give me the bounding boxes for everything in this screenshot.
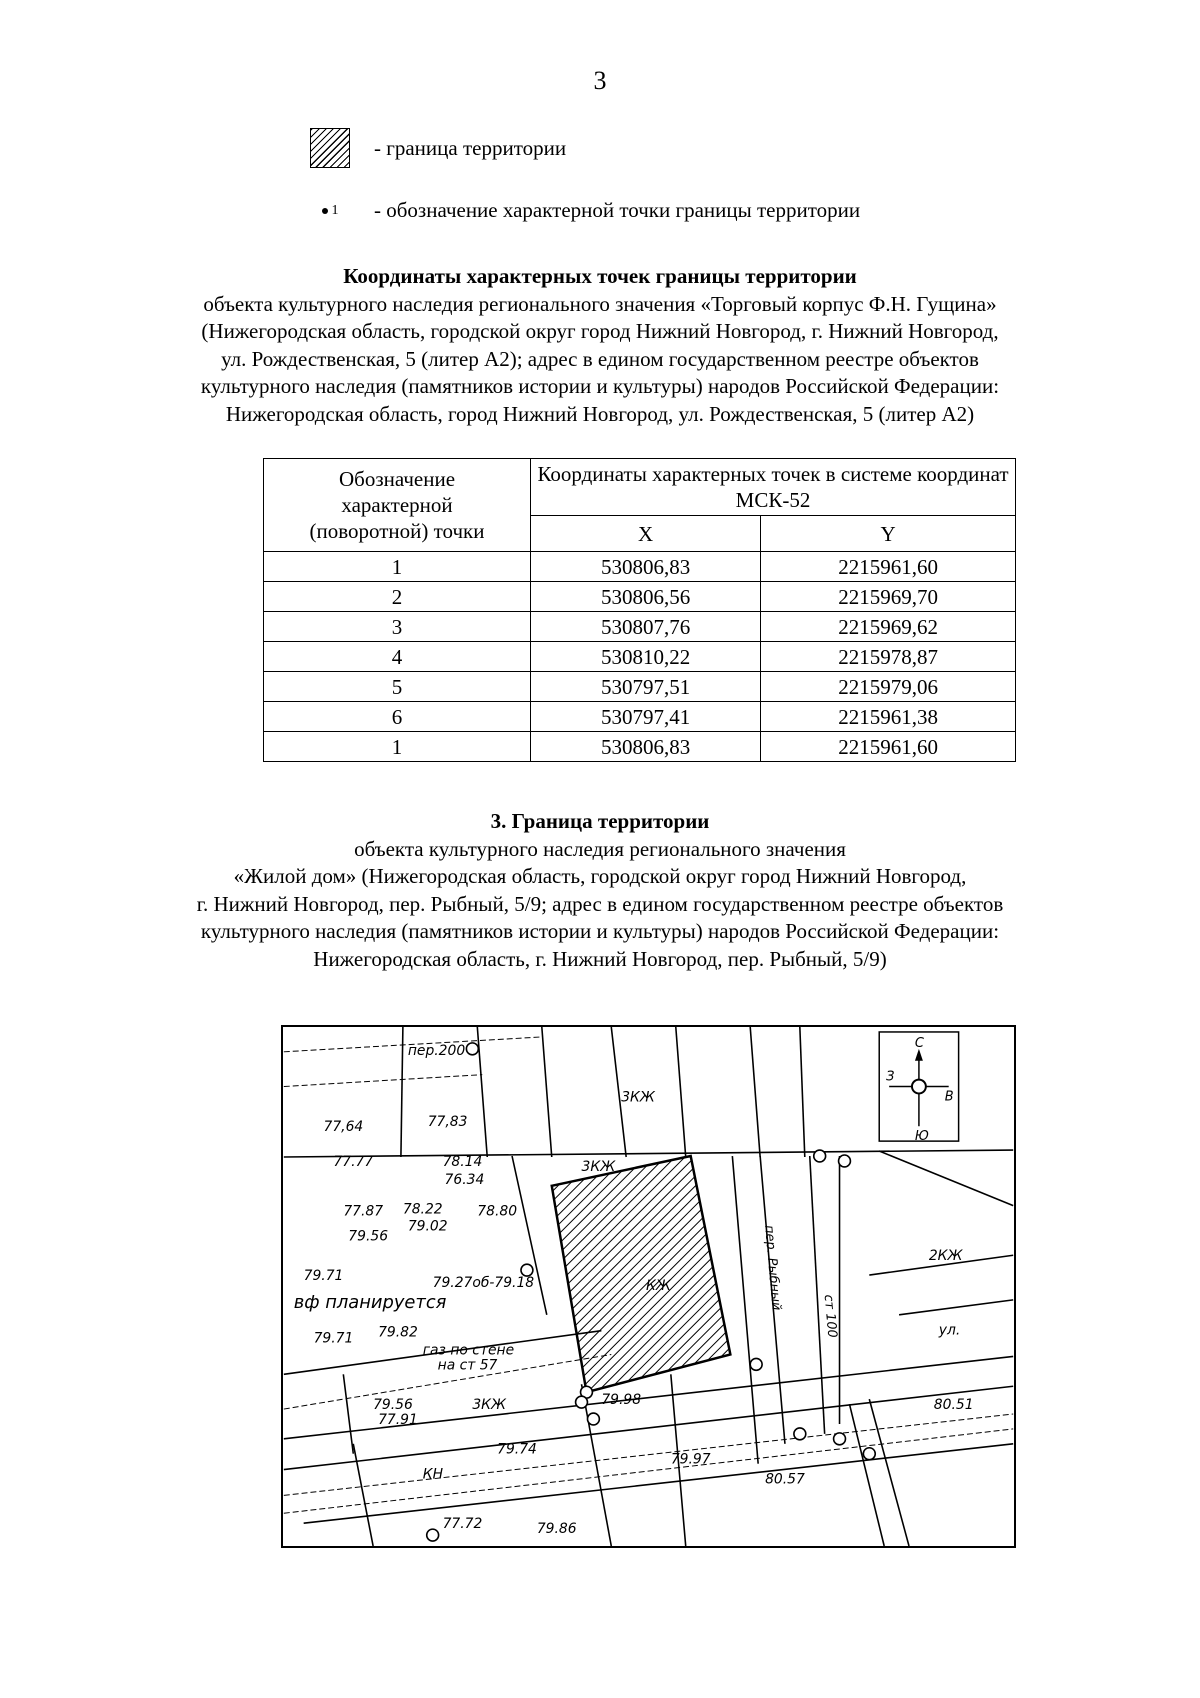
- coords-column-header: Координаты характерных точек в системе координат МСК-52: [531, 459, 1016, 516]
- table-row: 2 530806,56 2215969,70: [264, 582, 1016, 612]
- coords-line: Нижегородская область, город Нижний Новгород, ул. Рождественская, 5 (литер А2): [225, 401, 975, 426]
- svg-text:КН: КН: [422, 1466, 444, 1483]
- coords-line: культурного наследия (памятников истории и культуры) народов Российской Федерации:: [200, 374, 1000, 398]
- svg-text:79.56: 79.56: [373, 1397, 413, 1414]
- svg-text:79.71: 79.71: [303, 1268, 344, 1285]
- svg-text:79.97: 79.97: [670, 1451, 711, 1468]
- svg-text:79.02: 79.02: [407, 1218, 448, 1235]
- svg-text:В: В: [944, 1089, 954, 1105]
- svg-text:78.14: 78.14: [442, 1153, 483, 1170]
- svg-text:77,64: 77,64: [323, 1119, 364, 1136]
- svg-text:вф планируется: вф планируется: [293, 1291, 447, 1313]
- svg-text:газ по стене: газ по стене: [422, 1342, 515, 1359]
- x-column-header: X: [531, 516, 761, 552]
- svg-text:79.27: 79.27: [432, 1274, 473, 1291]
- svg-text:ст 100: ст 100: [820, 1293, 840, 1339]
- svg-text:79.74: 79.74: [497, 1441, 537, 1458]
- table-row: 3 530807,76 2215969,62: [264, 612, 1016, 642]
- svg-text:ул.: ул.: [938, 1322, 961, 1339]
- svg-text:77.77: 77.77: [333, 1153, 374, 1170]
- svg-text:3КЖ: 3КЖ: [621, 1089, 655, 1106]
- legend-boundary-text: - граница территории: [374, 135, 567, 160]
- section3-line: объекта культурного наследия регионального значения: [354, 836, 846, 861]
- svg-text:2КЖ: 2КЖ: [928, 1248, 963, 1265]
- svg-text:80.57: 80.57: [765, 1471, 805, 1488]
- hatched-square-icon: [310, 128, 350, 168]
- svg-text:77.91: 77.91: [378, 1411, 418, 1428]
- compass-icon: [879, 1032, 958, 1144]
- boundary-point-icon: 1: [310, 203, 350, 219]
- svg-text:С: С: [914, 1035, 924, 1051]
- svg-text:79.82: 79.82: [378, 1324, 418, 1341]
- svg-text:пер.200: пер.200: [407, 1042, 466, 1059]
- svg-text:79.56: 79.56: [348, 1228, 389, 1245]
- table-row: 1 530806,83 2215961,60: [264, 552, 1016, 582]
- svg-text:77.87: 77.87: [343, 1203, 384, 1220]
- svg-text:77.72: 77.72: [442, 1516, 483, 1533]
- svg-text:79.86: 79.86: [536, 1521, 577, 1538]
- table-row: 6 530797,41 2215961,38: [264, 702, 1016, 732]
- coords-line: (Нижегородская область, городской округ город Нижний Новгород, г. Нижний Новгород,: [201, 319, 999, 343]
- svg-text:Ю: Ю: [914, 1129, 929, 1145]
- svg-text:об-79.18: об-79.18: [472, 1274, 535, 1291]
- svg-text:3КЖ: 3КЖ: [472, 1397, 506, 1414]
- table-row: 4 530810,22 2215978,87: [264, 642, 1016, 672]
- map-svg: [283, 1027, 1014, 1546]
- section3-line: культурного наследия (памятников истории и культуры) народов Российской Федерации:: [200, 919, 1000, 943]
- page-number: 3: [593, 66, 607, 95]
- svg-text:79.71: 79.71: [313, 1330, 354, 1347]
- section3-title: 3. Граница территории: [490, 809, 710, 833]
- legend-point-text: - обозначение характерной точки границы территории: [374, 198, 861, 222]
- coordinates-table: [263, 458, 1016, 762]
- coords-title: Координаты характерных точек границы территории: [343, 264, 857, 288]
- section3-line: Нижегородская область, г. Нижний Новгород, пер. Рыбный, 5/9): [313, 946, 887, 971]
- svg-text:77,83: 77,83: [427, 1114, 468, 1131]
- table-row: 1 530806,83 2215961,60: [264, 732, 1016, 762]
- svg-text:З: З: [886, 1069, 895, 1085]
- section3-line: «Жилой дом» (Нижегородская область, городской округ город Нижний Новгород,: [233, 864, 967, 888]
- section3-line: г. Нижний Новгород, пер. Рыбный, 5/9; адрес в едином государственном реестре объектов: [196, 891, 1004, 916]
- svg-text:79.98: 79.98: [601, 1392, 642, 1409]
- coords-heading: [150, 263, 1050, 428]
- section3-heading: [150, 808, 1050, 973]
- coords-line: объекта культурного наследия регионального значения «Торговый корпус Ф.Н. Гущина»: [203, 291, 997, 316]
- svg-text:76.34: 76.34: [444, 1171, 485, 1188]
- point-column-header: Обозначение характерной (поворотной) точки: [264, 459, 531, 552]
- svg-text:80.51: 80.51: [933, 1397, 974, 1414]
- svg-text:на ст 57: на ст 57: [437, 1357, 498, 1374]
- svg-text:78.80: 78.80: [477, 1203, 518, 1220]
- y-column-header: Y: [761, 516, 1016, 552]
- cadastral-map: [281, 1025, 1016, 1548]
- svg-text:пер. Рыбный: пер. Рыбный: [761, 1224, 784, 1312]
- parcel-boundary: [552, 1156, 731, 1392]
- legend-point: [310, 198, 860, 223]
- coords-line: ул. Рождественская, 5 (литер А2); адрес в едином государственном реестре объектов: [221, 346, 979, 371]
- legend-boundary: [310, 128, 566, 168]
- svg-text:78.22: 78.22: [402, 1201, 443, 1218]
- svg-text:3КЖ: 3КЖ: [581, 1158, 616, 1175]
- table-row: 5 530797,51 2215979,06: [264, 672, 1016, 702]
- svg-text:КЖ: КЖ: [646, 1277, 671, 1294]
